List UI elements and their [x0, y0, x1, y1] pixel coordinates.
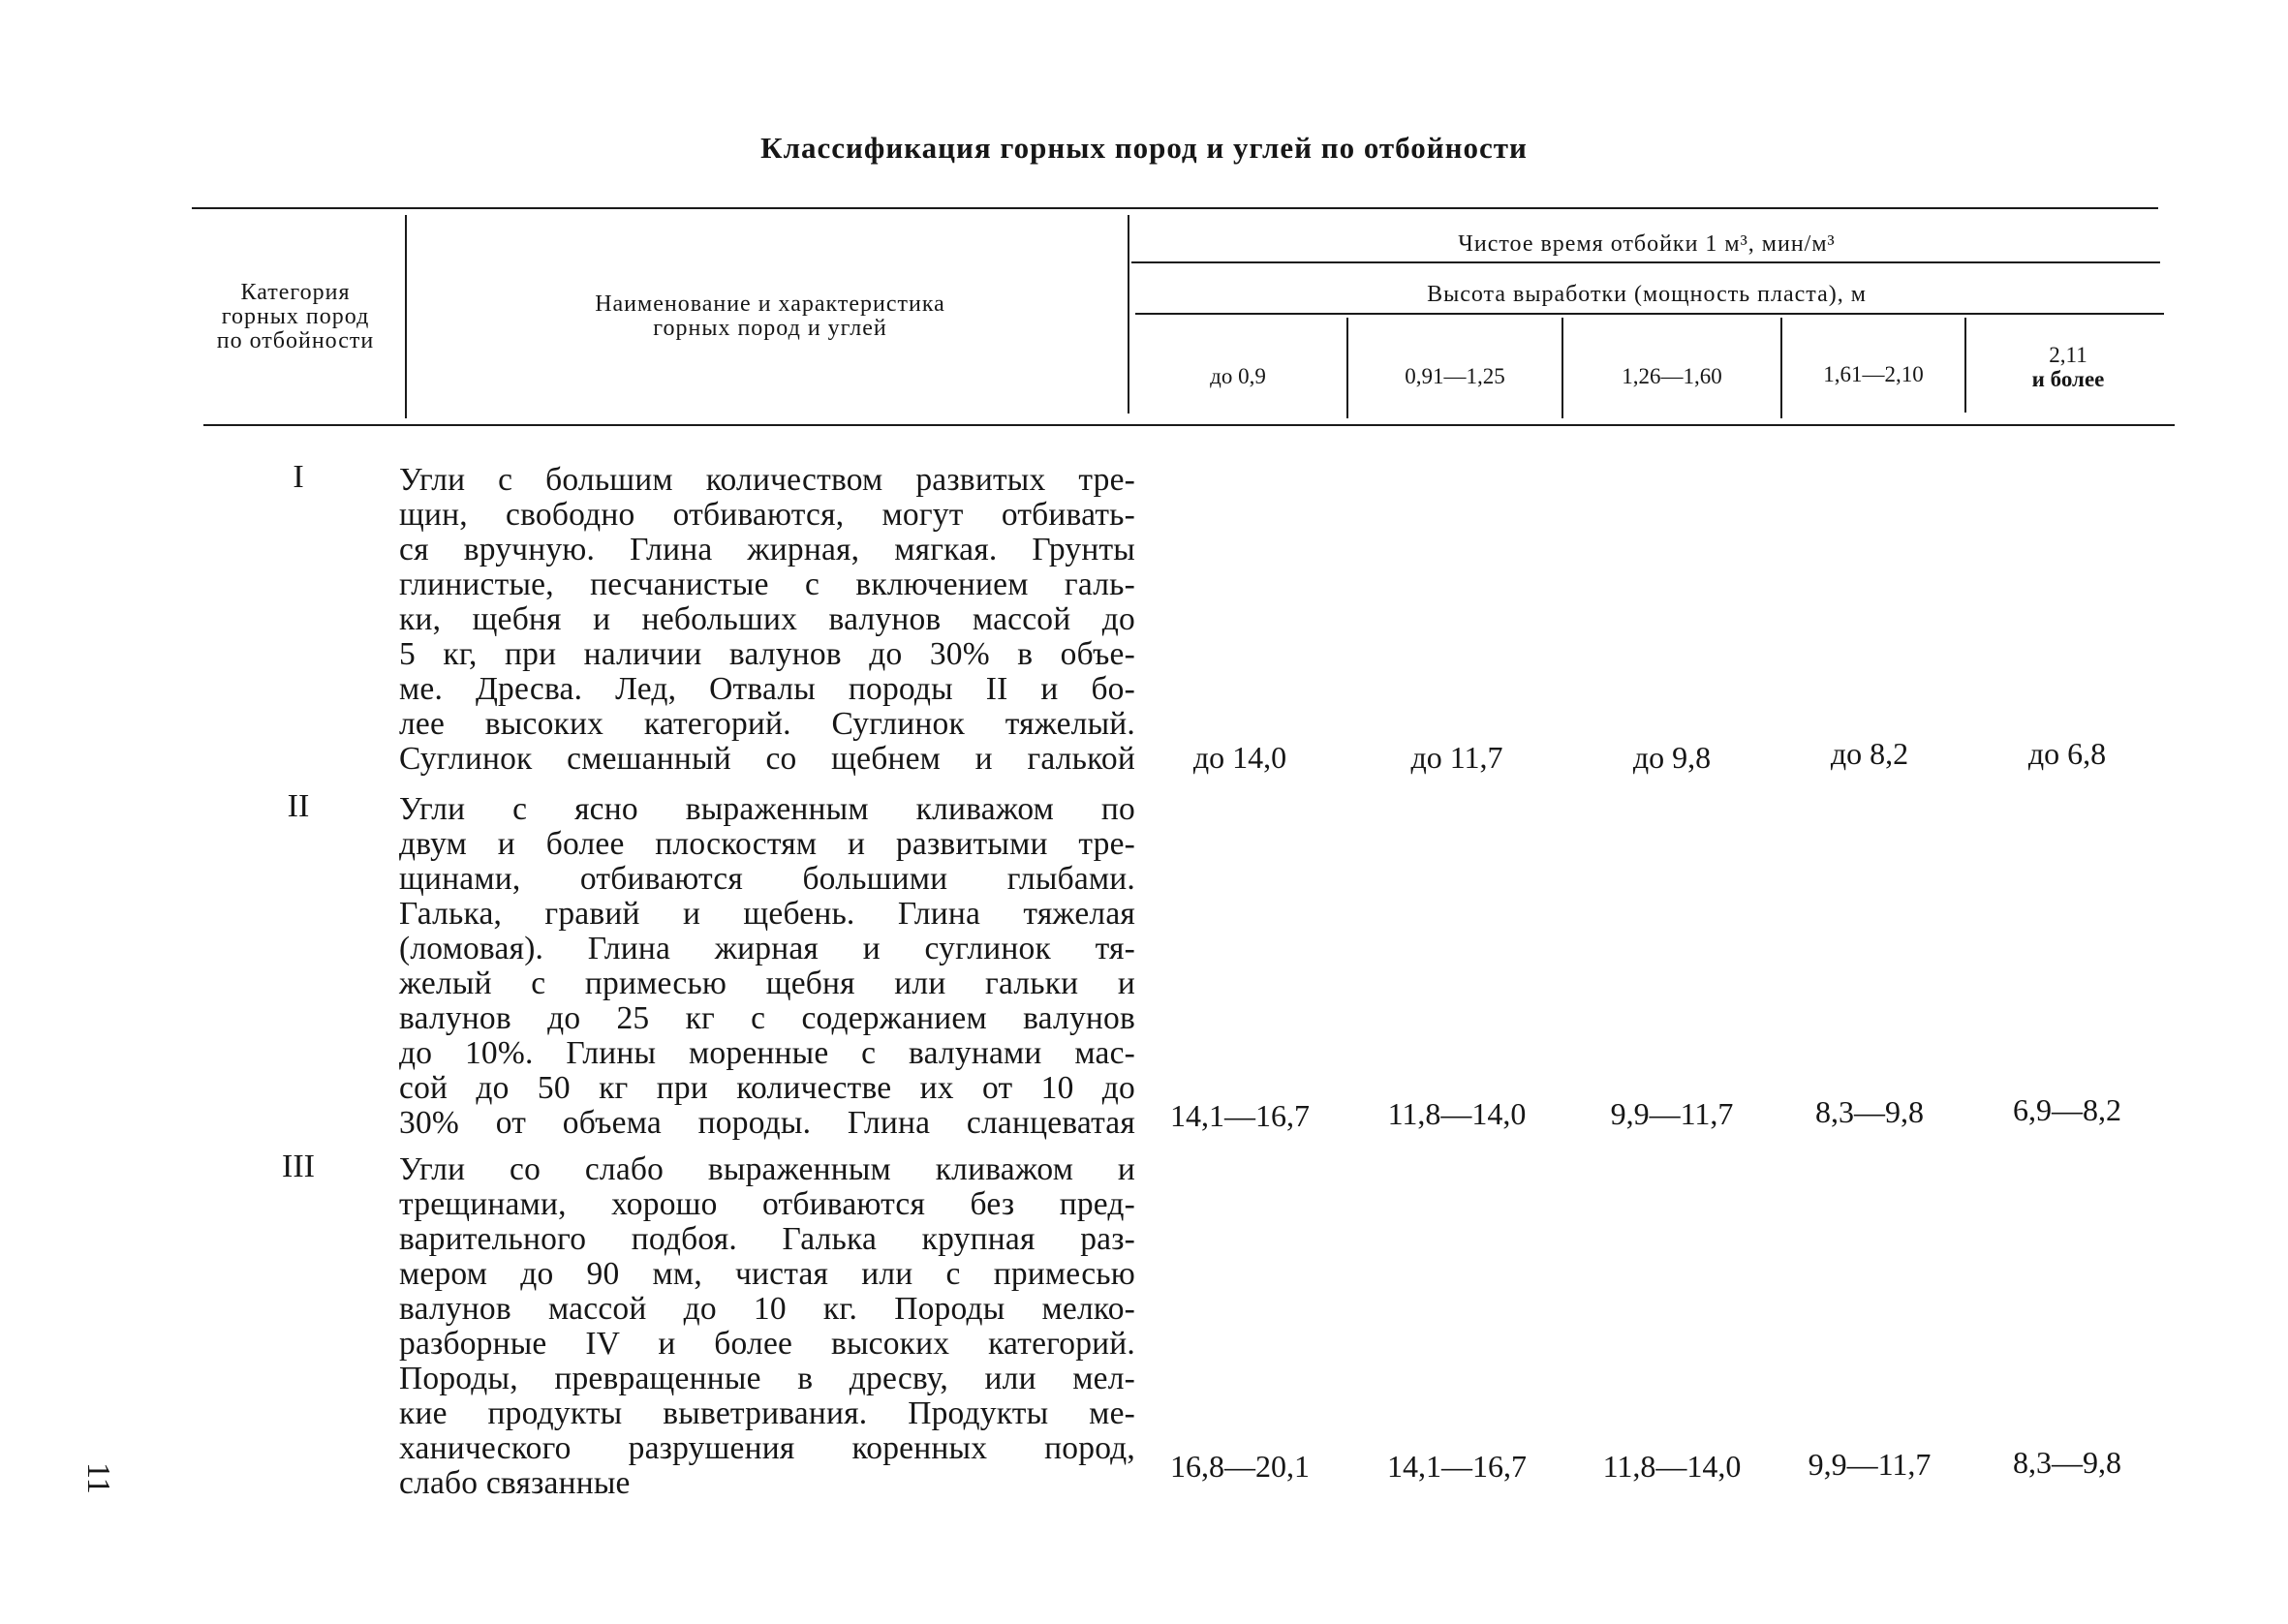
- row-2-value-4: 8,3—9,8: [1815, 1094, 1924, 1129]
- row-1-desc-line: 5 кг, при наличии валунов до 30% в объе-: [399, 636, 1135, 672]
- header-range-3: 1,26—1,60: [1622, 364, 1722, 388]
- row-3-value-4: 9,9—11,7: [1808, 1447, 1932, 1482]
- height-header-rule: [1135, 313, 2164, 315]
- header-category-line-1: Категория: [240, 280, 351, 305]
- row-1-desc-line: Суглинок смешанный со щебнем и галькой: [399, 741, 1135, 777]
- header-name-line-2: горных пород и углей: [653, 316, 887, 341]
- header-bottom-rule: [203, 424, 2175, 426]
- header-category-line-2: горных пород: [221, 304, 370, 329]
- row-3-desc-line: разборные IV и более высоких категорий.: [399, 1326, 1135, 1362]
- header-range-1: до 0,9: [1210, 364, 1266, 388]
- row-2-category: II: [287, 788, 310, 824]
- row-2-value-3: 9,9—11,7: [1610, 1096, 1734, 1131]
- row-3-value-5: 8,3—9,8: [2013, 1445, 2121, 1480]
- row-3-desc-line: валунов массой до 10 кг. Породы мелко-: [399, 1291, 1135, 1327]
- row-1-description: [399, 463, 1135, 777]
- row-2-desc-line: (ломовая). Глина жирная и суглинок тя-: [399, 931, 1135, 966]
- header-range-4: 1,61—2,10: [1823, 362, 1924, 386]
- row-1-desc-line: Угли с большим количеством развитых тре-: [399, 462, 1135, 498]
- row-1-desc-line: ме. Дресва. Лед, Отвалы породы II и бо-: [399, 671, 1135, 707]
- row-2-value-2: 11,8—14,0: [1387, 1096, 1527, 1131]
- row-3-desc-line: кие продукты выветривания. Продукты ме-: [399, 1395, 1135, 1431]
- row-3-value-1: 16,8—20,1: [1170, 1449, 1310, 1484]
- row-1-desc-line: глинистые, песчанистые с включением галь-: [399, 567, 1135, 602]
- header-range-2: 0,91—1,25: [1405, 364, 1505, 388]
- header-time: Чистое время отбойки 1 м³, мин/м³: [1458, 231, 1836, 257]
- row-2-value-1: 14,1—16,7: [1170, 1098, 1310, 1133]
- header-height: Высота выработки (мощность пласта), м: [1427, 282, 1867, 307]
- header-category: [186, 281, 405, 353]
- row-3-desc-line: варительного подбоя. Галька крупная раз-: [399, 1221, 1135, 1257]
- header-range-5: [1966, 343, 2170, 391]
- row-2-desc-line: 30% от объема породы. Глина сланцеватая: [399, 1105, 1135, 1141]
- row-1-desc-line: ки, щебня и небольших валунов массой до: [399, 601, 1135, 637]
- row-3-desc-line: мером до 90 мм, чистая или с примесью: [399, 1256, 1135, 1292]
- row-1-value-4: до 8,2: [1830, 736, 1909, 771]
- row-3-desc-line: Угли со слабо выраженным кливажом и: [399, 1151, 1135, 1187]
- row-2-desc-line: Угли с ясно выраженным кливажом по: [399, 791, 1135, 827]
- row-1-desc-line: ся вручную. Глина жирная, мягкая. Грунты: [399, 532, 1135, 567]
- row-1-value-1: до 14,0: [1192, 740, 1287, 775]
- row-2-desc-line: Галька, гравий и щебень. Глина тяжелая: [399, 896, 1135, 932]
- row-1-category: I: [293, 459, 304, 495]
- category-col-divider: [405, 215, 407, 418]
- row-2-description: [399, 792, 1135, 1141]
- page-number: 11: [80, 1462, 116, 1494]
- row-3-desc-line: Породы, превращенные в дресву, или мел-: [399, 1361, 1135, 1396]
- header-range-5-line-2: и более: [2031, 367, 2105, 391]
- row-1-value-3: до 9,8: [1632, 740, 1712, 775]
- row-2-desc-line: щинами, отбиваются большими глыбами.: [399, 861, 1135, 897]
- row-3-desc-line: трещинами, хорошо отбиваются без пред-: [399, 1186, 1135, 1222]
- time-header-rule: [1131, 261, 2160, 263]
- row-3-description: [399, 1152, 1135, 1501]
- row-2-desc-line: валунов до 25 кг с содержанием валунов: [399, 1000, 1135, 1036]
- row-1-value-5: до 6,8: [2027, 736, 2107, 771]
- row-3-value-2: 14,1—16,7: [1387, 1449, 1527, 1484]
- row-2-desc-line: сой до 50 кг при количестве их от 10 до: [399, 1070, 1135, 1106]
- header-range-5-line-1: 2,11: [2049, 343, 2087, 367]
- row-1-value-2: до 11,7: [1410, 740, 1503, 775]
- row-1-desc-line: щин, свободно отбиваются, могут отбивать-: [399, 497, 1135, 533]
- row-3-category: III: [282, 1149, 315, 1184]
- table-top-rule: [192, 207, 2158, 209]
- row-3-value-3: 11,8—14,0: [1602, 1449, 1742, 1484]
- row-2-value-5: 6,9—8,2: [2013, 1092, 2121, 1127]
- header-category-line-3: по отбойности: [216, 328, 375, 353]
- row-2-desc-line: желый с примесью щебня или гальки и: [399, 965, 1135, 1001]
- row-3-desc-line: ханического разрушения коренных пород,: [399, 1430, 1135, 1466]
- table-title: Классификация горных пород и углей по отбойности: [760, 131, 1528, 165]
- header-name: [417, 292, 1124, 341]
- row-1-desc-line: лее высоких категорий. Суглинок тяжелый.: [399, 706, 1135, 742]
- row-2-desc-line: до 10%. Глины моренные с валунами мас-: [399, 1035, 1135, 1071]
- header-name-line-1: Наименование и характеристика: [595, 291, 945, 317]
- row-3-desc-line: слабо связанные: [399, 1465, 631, 1501]
- row-2-desc-line: двум и более плоскостям и развитыми тре-: [399, 826, 1135, 862]
